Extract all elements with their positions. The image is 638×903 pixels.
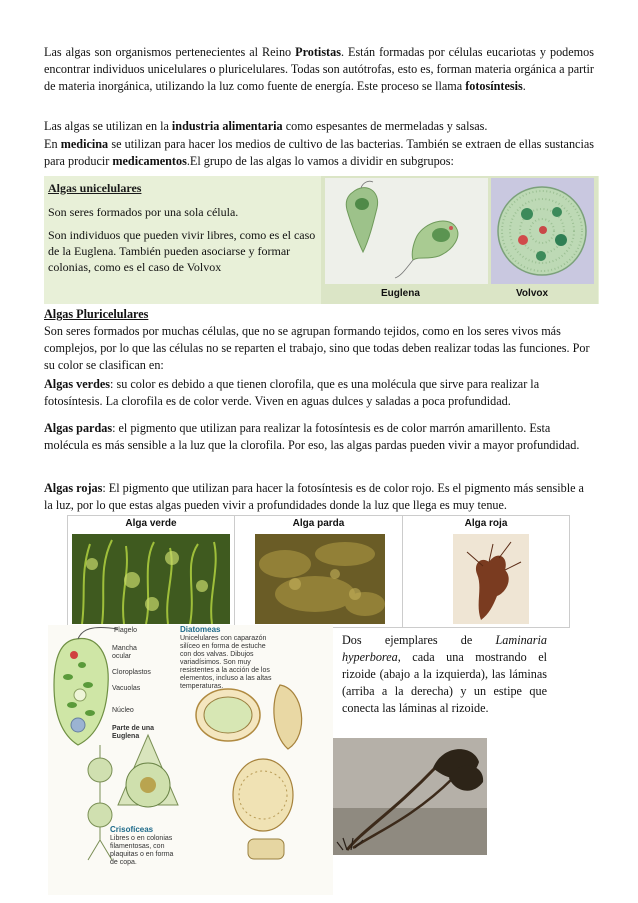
text: Las algas son organismos pertenecientes al Reino <box>44 45 296 59</box>
brown-algae-cell <box>235 516 403 627</box>
brown-algae-heading: Alga parda <box>292 518 345 529</box>
pluricellular-text: Son seres formados por muchas células, que no se agrupan formando tejidos, como en los seres vivos más complejos, por lo que las células no se reparten el trabajo, sino que todas deben realizar todas las funciones. Por su color se clasifican en: <box>44 324 590 372</box>
crisoficeas-text: Libres o en colonias filamentosas, con plaquitas o en forma de copa. <box>110 835 174 866</box>
volvox-caption: Volvox <box>516 288 549 299</box>
green-algae-heading: Alga verde <box>125 518 177 529</box>
diatomeas-title: Diatomeas <box>180 625 221 634</box>
pluricellular-section <box>44 306 599 374</box>
text: , cada una mostrando el rizoide (abajo a la izquierda), las láminas (arriba a la derecha) y un estipe que conecta las láminas al rizoide. <box>342 650 547 715</box>
volvox-photo <box>491 178 594 284</box>
nucleo-label: Núcleo <box>112 707 134 714</box>
laminaria-caption <box>342 632 547 717</box>
brown-algae-photo <box>255 534 385 624</box>
green-algae-text: : su color es debido a que tienen clorofila, que es una molécula que sirve para realizar la fotosíntesis. La clorofila es de color verde. Viven en aguas dulces y saladas a poca profundidad. <box>44 377 540 408</box>
red-algae-text: : El pigmento que utilizan para hacer la fotosíntesis es de color rojo. Es el pigmento más sensible a la luz, por lo que estas algas pueden vivir a profundidades donde la luz que llega es muy tenue. <box>44 481 584 512</box>
unicellular-title: Algas unicelulares <box>48 181 142 195</box>
text: Las algas se utilizan en la <box>44 119 172 133</box>
unicellular-text-1: Son seres formados por una sola célula. <box>48 205 239 219</box>
unicellular-text <box>48 180 320 282</box>
red-algae-label: Algas rojas <box>44 481 103 495</box>
text: .El grupo de las algas lo vamos a dividir en subgrupos: <box>186 154 454 168</box>
brown-algae-paragraph <box>44 420 594 454</box>
unicellular-text-2: Son individuos que pueden vivir libres, como es el caso de la Euglena. También pueden asociarse y formar colonias, como es el caso de Volvox <box>48 228 316 274</box>
red-algae-photo <box>453 534 529 624</box>
euglena-photo <box>325 178 488 284</box>
euglena-caption: Euglena <box>381 288 420 299</box>
vacuolas-label: Vacuolas <box>112 685 141 692</box>
green-algae-cell <box>68 516 235 627</box>
algae-photo-table <box>67 515 570 628</box>
parte-euglena-label: Parte de una Euglena <box>112 725 155 740</box>
text: En <box>44 137 61 151</box>
crisoficeas-title: Crisofíceas <box>110 825 154 834</box>
red-algae-cell <box>403 516 569 627</box>
laminaria-photo <box>333 738 487 855</box>
green-algae-photo <box>72 534 230 624</box>
text: como espesantes de mermeladas y salsas. <box>282 119 488 133</box>
intro-paragraph-1 <box>44 44 594 95</box>
bold-term: Protistas <box>295 45 341 59</box>
text: se utilizan para hacer los medios de cultivo de las bacterias. También se extraen de ellas sustancias para producir <box>44 137 594 168</box>
text: . Están formadas por células eucariotas y podemos encontrar individuos unicelulares o pluricelulares. Todas son autótrofas, esto es, forman materia orgánica a partir de materia inorgánica, utilizando la luz como fuente de energía. Este proceso se llama <box>44 45 594 93</box>
bold-term: industria alimentaria <box>171 119 283 133</box>
bold-term: medicina <box>60 137 109 151</box>
unicellular-photos <box>321 176 598 304</box>
brown-algae-text: : el pigmento que utilizan para realizar la fotosíntesis es de color marrón amarillento. Esta molécula es más sensible a la luz que la clorofila. Por eso, las algas pardas pueden vivir a mayor profundidad. <box>44 421 580 452</box>
red-algae-heading: Alga roja <box>464 518 508 529</box>
protist-illustration <box>48 625 333 895</box>
diatomeas-text: Unicelulares con caparazón silíceo en forma de estuche con dos valvas. Dibujos variadísimos. Son muy resistentes a la acción de los elementos, incluso a las altas temperaturas. <box>180 635 272 690</box>
pluricellular-title: Algas Pluricelulares <box>44 307 149 321</box>
species-name: Laminaria hyperborea <box>342 633 547 664</box>
green-algae-label: Algas verdes <box>44 377 111 391</box>
green-algae-paragraph <box>44 376 594 410</box>
bold-term: fotosíntesis <box>465 79 523 93</box>
red-algae-paragraph <box>44 480 594 514</box>
cloroplastos-label: Cloroplastos <box>112 669 151 676</box>
intro-paragraph-2 <box>44 118 594 135</box>
flagelo-label: Flagelo <box>114 627 137 634</box>
bold-term: medicamentos <box>112 154 187 168</box>
text: . <box>522 79 526 93</box>
brown-algae-label: Algas pardas <box>44 421 113 435</box>
mancha-label: Mancha ocular <box>112 645 137 660</box>
intro-paragraph-3 <box>44 136 594 170</box>
unicellular-section <box>44 176 599 304</box>
text: Dos ejemplares de <box>342 633 496 647</box>
